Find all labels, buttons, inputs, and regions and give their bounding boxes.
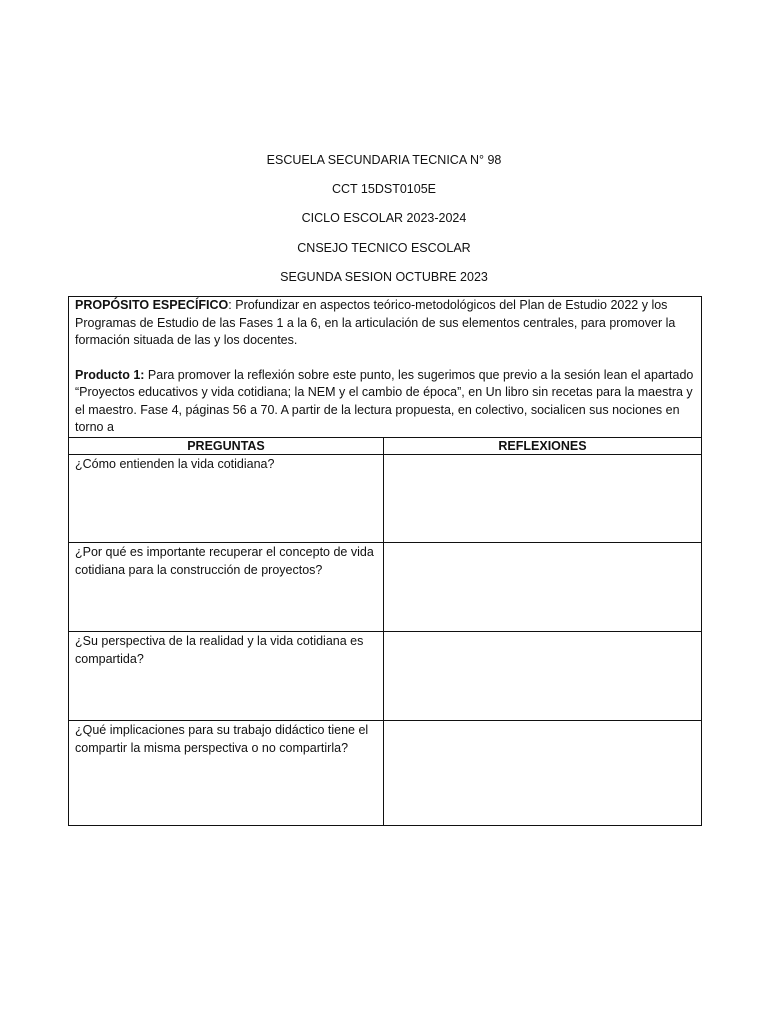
purpose-label: PROPÓSITO ESPECÍFICO bbox=[75, 298, 229, 312]
column-header-row bbox=[69, 438, 702, 455]
purpose-text: : Profundizar en aspectos teórico-metodológicos del Plan de Estudio 2022 y los Programas de Estudio de las Fases 1 a la 6, en la articulación de sus elementos centrales, para promover la formación situada de las y los docentes. bbox=[75, 298, 676, 347]
table-row bbox=[69, 543, 702, 632]
question-cell: ¿Por qué es importante recuperar el concepto de vida cotidiana para la construcción de proyectos? bbox=[69, 543, 384, 632]
school-name: ESCUELA SECUNDARIA TECNICA N° 98 bbox=[266, 153, 502, 167]
reflections-column-header: REFLEXIONES bbox=[384, 438, 702, 455]
product-label: Producto 1: bbox=[75, 367, 145, 382]
table-row bbox=[69, 721, 702, 826]
questions-column-header: PREGUNTAS bbox=[69, 438, 384, 455]
council-title: CNSEJO TECNICO ESCOLAR bbox=[297, 241, 471, 255]
school-cycle: CICLO ESCOLAR 2023-2024 bbox=[301, 211, 467, 225]
reflection-cell[interactable] bbox=[384, 543, 702, 632]
reflection-cell[interactable] bbox=[384, 632, 702, 721]
question-cell: ¿Cómo entienden la vida cotidiana? bbox=[69, 455, 384, 543]
reflection-cell[interactable] bbox=[384, 455, 702, 543]
session-title: SEGUNDA SESION OCTUBRE 2023 bbox=[280, 270, 488, 284]
question-cell: ¿Su perspectiva de la realidad y la vida cotidiana es compartida? bbox=[69, 632, 384, 721]
question-cell: ¿Qué implicaciones para su trabajo didáctico tiene el compartir la misma perspectiva o no compartirla? bbox=[69, 721, 384, 826]
table-row bbox=[69, 632, 702, 721]
table-row bbox=[69, 455, 702, 543]
reflection-cell[interactable] bbox=[384, 721, 702, 826]
cct-code: CCT 15DST0105E bbox=[332, 182, 436, 196]
purpose-paragraph bbox=[75, 297, 695, 350]
reflection-table bbox=[68, 296, 702, 826]
product-paragraph bbox=[75, 367, 695, 437]
product-text: Para promover la reflexión sobre este punto, les sugerimos que previo a la sesión lean el apartado “Proyectos educativos y vida cotidiana; la NEM y el cambio de época”, en Un libro sin recetas para la maestra y el maestro. Fase 4, páginas 56 a 70. A partir de la lectura propuesta, en colectivo, socialicen sus nociones en torno a bbox=[75, 367, 694, 434]
purpose-row bbox=[69, 297, 702, 438]
purpose-cell bbox=[69, 297, 702, 438]
